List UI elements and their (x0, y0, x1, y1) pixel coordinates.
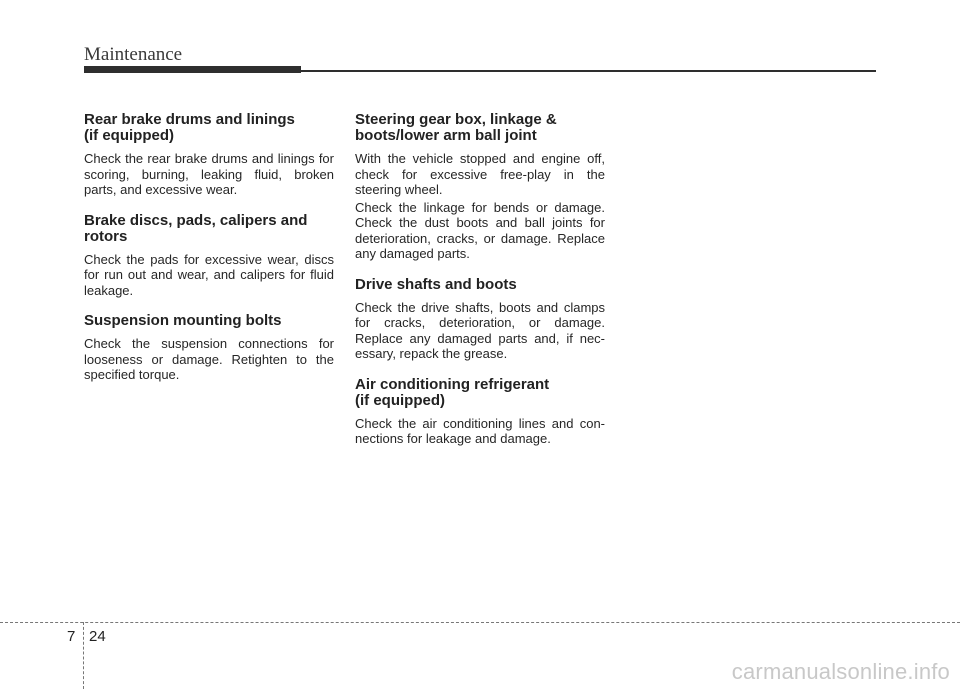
section-air-conditioning (355, 377, 605, 447)
section-heading (355, 277, 605, 293)
section-heading (84, 112, 334, 144)
heading-line: Rear brake drums and linings (84, 111, 295, 128)
heading-line: Air conditioning refrigerant (355, 375, 550, 393)
section-body: Check the pads for excessive wear, discs for run out and wear, and calipers for fluid leakage. (84, 251, 334, 298)
section-body: Check the linkage for bends or damage. Check the dust boots and ball joints for deterioration, cracks, or damage. Replace any damaged parts. (355, 199, 605, 261)
section-body: Check the air conditioning lines and con-nections for leakage and damage. (355, 415, 605, 446)
watermark-text: carmanualsonline.info (731, 659, 950, 684)
section-body: Check the drive shafts, boots and clamps for cracks, deterioration, or damage. Replace any damaged parts and, if nec-essary, repack the grease. (355, 299, 605, 361)
section-drive-shafts (355, 277, 605, 362)
footer-vertical-divider (83, 622, 84, 689)
heading-line: Brake discs, pads, calipers and (84, 211, 308, 229)
section-heading (355, 112, 605, 144)
header-rule-thick (84, 66, 301, 73)
section-rear-brake-drums (84, 112, 334, 198)
heading-line: Steering gear box, linkage & (355, 111, 557, 128)
section-body: Check the suspension connections for looseness or damage. Retighten to the specified torque. (84, 336, 334, 382)
section-heading (84, 313, 334, 329)
section-heading (355, 377, 605, 409)
section-body: With the vehicle stopped and engine off, check for excessive free-play in the steering wheel. (355, 151, 605, 197)
section-steering-gear (355, 112, 605, 262)
heading-line: boots/lower arm ball joint (355, 127, 537, 144)
heading-line: (if equipped) (355, 391, 445, 409)
heading-line: Suspension mounting bolts (84, 312, 282, 329)
footer-divider (0, 622, 960, 623)
heading-line: (if equipped) (84, 127, 174, 144)
section-brake-discs (84, 213, 334, 299)
right-column (355, 112, 605, 462)
page-number: 24 (89, 628, 106, 645)
section-heading (84, 213, 334, 245)
left-column (84, 112, 334, 398)
section-body: Check the rear brake drums and linings for scoring, burning, leaking fluid, broken parts, and excessive wear. (84, 151, 334, 197)
chapter-number: 7 (67, 628, 76, 645)
heading-line: rotors (84, 227, 128, 245)
section-suspension-bolts (84, 313, 334, 383)
heading-line: Drive shafts and boots (355, 275, 517, 293)
page-header-title: Maintenance (84, 44, 183, 65)
header-rule-thin (301, 70, 876, 72)
